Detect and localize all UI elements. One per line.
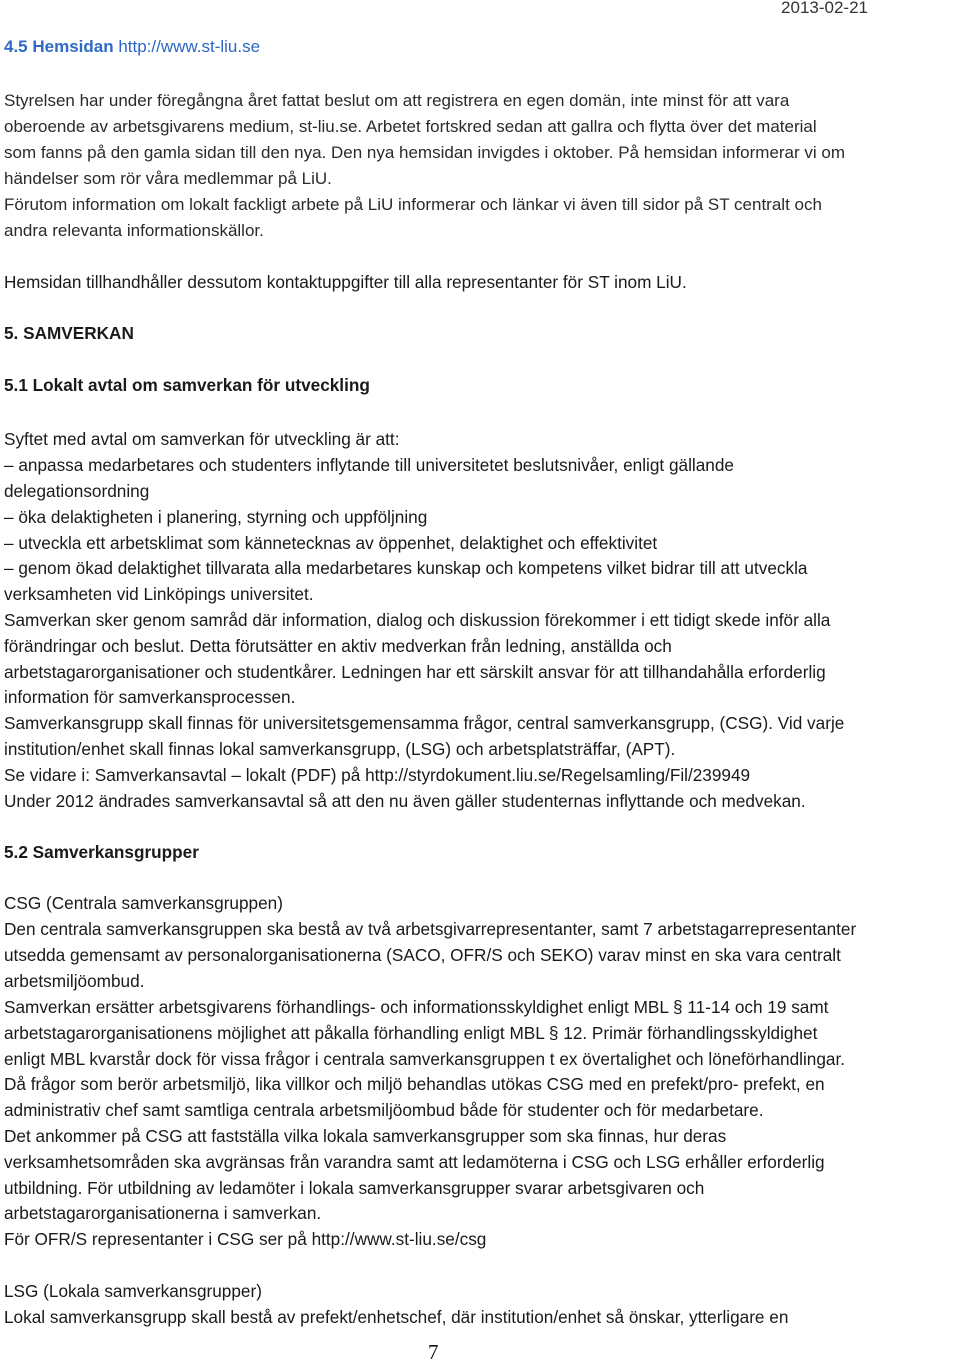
paragraph-line: andra relevanta informationskällor. xyxy=(4,221,264,240)
paragraph-line: Samverkan sker genom samråd där information, dialog och diskussion förekommer i ett tidigt skede inför alla xyxy=(4,610,831,630)
list-item: – utveckla ett arbetsklimat som kännetecknas av öppenhet, delaktighet och effektivitet xyxy=(4,533,658,553)
paragraph-line: information för samverkansprocessen. xyxy=(4,687,296,707)
paragraph-line: Samverkansgrupp skall finnas för universitetsgemensamma frågor, central samverkansgrupp, (CSG). Vid varje xyxy=(4,713,845,733)
paragraph-line: utbildning. För utbildning av ledamöter i lokala samverkansgrupper svarar arbetsgivaren och xyxy=(4,1178,705,1198)
paragraph-line: Under 2012 ändrades samverkansavtal så att den nu även gäller studenternas inflyttande och medvekan. xyxy=(4,791,806,811)
website-link[interactable]: http://www.st-liu.se xyxy=(118,37,261,56)
list-item: – anpassa medarbetares och studenters inflytande till universitetet beslutsnivåer, enligt gällande xyxy=(4,455,734,475)
paragraph-line: För OFR/S representanter i CSG ser på http://www.st-liu.se/csg xyxy=(4,1229,487,1249)
paragraph-line: förändringar och beslut. Detta förutsätter en aktiv medverkan från ledning, anställda och xyxy=(4,636,672,656)
page-number: 7 xyxy=(428,1340,439,1364)
paragraph-line: arbetstagarorganisationerna i samverkan. xyxy=(4,1203,322,1223)
paragraph-line: verksamhetsområden ska avgränsas från varandra samt att ledamöterna i CSG och LSG erhåller erforderlig xyxy=(4,1152,825,1172)
paragraph-line: arbetsmiljöombud. xyxy=(4,971,145,991)
page-date: 2013-02-21 xyxy=(781,0,868,17)
paragraph-line: Då frågor som berör arbetsmiljö, lika villkor och miljö behandlas utökas CSG med en prefekt/pro- prefekt, en xyxy=(4,1074,825,1094)
paragraph-line: utsedda gemensamt av personalorganisationerna (SACO, OFR/S och SEKO) varav minst en ska vara centralt xyxy=(4,945,841,965)
heading-4-5-text: 4.5 Hemsidan xyxy=(4,37,119,56)
subheading-csg: CSG (Centrala samverkansgruppen) xyxy=(4,893,283,913)
heading-5: 5. SAMVERKAN xyxy=(4,323,134,343)
paragraph-line: Lokal samverkansgrupp skall bestå av prefekt/enhetschef, där institution/enhet så önskar, ytterligare en xyxy=(4,1307,789,1327)
heading-4-5 xyxy=(4,36,260,58)
paragraph-line: Förutom information om lokalt fackligt arbete på LiU informerar och länkar vi även till sidor på ST centralt och xyxy=(4,195,822,214)
subheading-lsg: LSG (Lokala samverkansgrupper) xyxy=(4,1281,262,1301)
paragraph-line: Den centrala samverkansgruppen ska bestå av två arbetsgivarrepresentanter, samt 7 arbetstagarrepresentanter xyxy=(4,919,857,939)
list-item: – öka delaktigheten i planering, styrning och uppföljning xyxy=(4,507,428,527)
heading-5-2: 5.2 Samverkansgrupper xyxy=(4,842,199,862)
paragraph-line: Hemsidan tillhandhåller dessutom kontaktuppgifter till alla representanter för ST inom LiU. xyxy=(4,272,687,292)
heading-5-1: 5.1 Lokalt avtal om samverkan för utveckling xyxy=(4,375,370,395)
paragraph-line: Syftet med avtal om samverkan för utveckling är att: xyxy=(4,429,400,449)
paragraph-line: institution/enhet skall finnas lokal samverkansgrupp, (LSG) och arbetsplatsträffar, (APT). xyxy=(4,739,676,759)
paragraph-line: Se vidare i: Samverkansavtal – lokalt (PDF) på http://styrdokument.liu.se/Regelsamling/Fil/239949 xyxy=(4,765,751,785)
paragraph-line: Styrelsen har under föregångna året fattat beslut om att registrera en egen domän, inte minst för att vara xyxy=(4,91,790,110)
paragraph-line: händelser som rör våra medlemmar på LiU. xyxy=(4,169,332,188)
paragraph-line: administrativ chef samt samtliga centrala arbetsmiljöombud både för studenter och för medarbetare. xyxy=(4,1100,764,1120)
paragraph-line: Det ankommer på CSG att fastställa vilka lokala samverkansgrupper som ska finnas, hur deras xyxy=(4,1126,727,1146)
paragraph-line: Samverkan ersätter arbetsgivarens förhandlings- och informationsskyldighet enligt MBL § 11-14 och 19 samt xyxy=(4,997,829,1017)
paragraph-line: arbetstagarorganisationer och studentkårer. Ledningen har ett särskilt ansvar för att tillhandahålla erforderlig xyxy=(4,662,826,682)
paragraph-line: oberoende av arbetsgivarens medium, st-liu.se. Arbetet fortskred sedan att gallra och flytta över det material xyxy=(4,117,817,136)
list-item: – genom ökad delaktighet tillvarata alla medarbetares kunskap och kompetens vilket bidrar till att utveckla xyxy=(4,558,808,578)
paragraph-line: delegationsordning xyxy=(4,481,150,501)
paragraph-line: enligt MBL kvarstår dock för vissa frågor i centrala samverkansgruppen t ex övertalighet och löneförhandlingar. xyxy=(4,1049,846,1069)
paragraph-line: som fanns på den gamla sidan till den nya. Den nya hemsidan invigdes i oktober. På hemsidan informerar vi om xyxy=(4,143,846,162)
paragraph-line: arbetstagarorganisationens möjlighet att påkalla förhandling enligt MBL § 12. Primär förhandlingsskyldighet xyxy=(4,1023,818,1043)
paragraph-line: verksamheten vid Linköpings universitet. xyxy=(4,584,314,604)
